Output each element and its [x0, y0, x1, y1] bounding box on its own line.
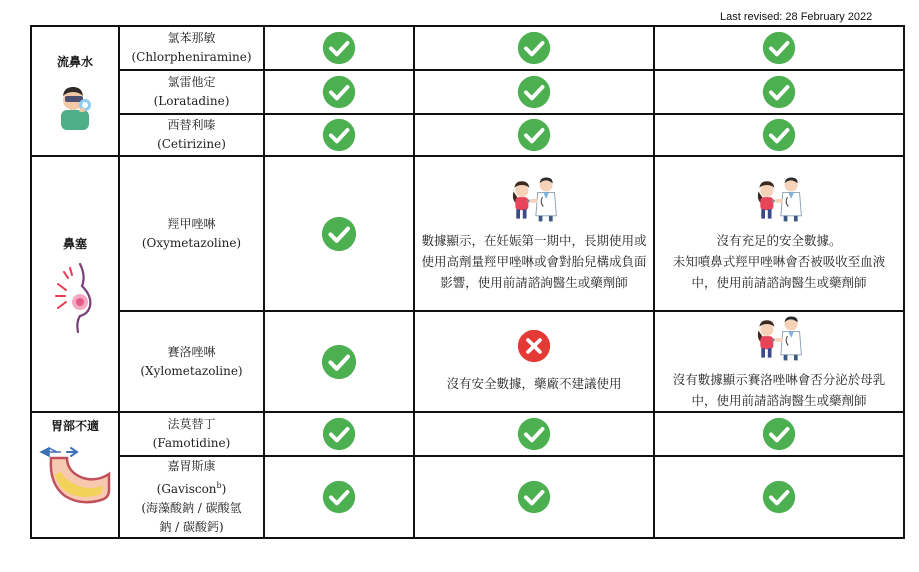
category-title: 流鼻水: [56, 54, 93, 69]
drug-name-en: (Chlorpheniramine): [131, 50, 252, 64]
breastfeeding-note-cell: [654, 156, 904, 311]
table-row: [31, 114, 904, 156]
note-line: 沒有充足的安全數據。: [716, 233, 842, 248]
drug-name-en: (Famotidine): [152, 436, 231, 450]
drug-name-zh: 賽洛唑啉: [167, 344, 216, 359]
category-cell-runny-nose: [31, 26, 119, 156]
drug-name-zh: 氯苯那敏: [167, 31, 216, 45]
check-circle-icon: [762, 31, 796, 65]
drug-name-zh: 氯雷他定: [167, 75, 216, 89]
runny-nose-person-icon: [55, 80, 95, 130]
drug-name-zh: 法莫替丁: [167, 417, 216, 431]
check-circle-icon: [762, 480, 796, 514]
drug-name-en: [120, 476, 263, 499]
check-circle-icon: [762, 75, 796, 109]
check-circle-icon: [321, 216, 357, 252]
medication-safety-table: [30, 25, 905, 539]
last-revised-date: Last revised: 28 February 2022: [720, 11, 873, 23]
table-row: [31, 311, 904, 412]
drug-name-en: (Oxymetazoline): [141, 235, 242, 250]
check-circle-icon: [762, 417, 796, 451]
blocked-nose-icon: [52, 262, 98, 334]
check-circle-icon: [517, 31, 551, 65]
drug-name-en-close: ): [221, 482, 227, 496]
drug-name-cell: [119, 114, 264, 156]
drug-name-en-text: (Gaviscon: [156, 482, 217, 496]
note-line: 使用高劑量羥甲唑啉或會對胎兒構成負面: [421, 254, 647, 269]
check-circle-icon: [322, 417, 356, 451]
drug-name-cell: [119, 26, 264, 70]
footnote-marker: b: [216, 481, 222, 490]
drug-name-cell: [119, 412, 264, 456]
check-circle-icon: [517, 480, 551, 514]
table-row: [31, 156, 904, 311]
drug-name-cell: [119, 456, 264, 538]
category-title: 鼻塞: [62, 236, 87, 251]
doctor-consult-icon: [506, 174, 562, 224]
pregnancy-note-cell: [414, 311, 654, 412]
note-line: 沒有安全數據，藥廠不建議使用: [446, 376, 622, 391]
check-circle-icon: [322, 480, 356, 514]
drug-name-en: (Cetirizine): [157, 137, 226, 151]
drug-name-en: (Xylometazoline): [140, 363, 243, 378]
drug-name-cell: [119, 156, 264, 311]
check-circle-icon: [322, 31, 356, 65]
note-line: 沒有數據顯示賽洛唑啉會否分泌於母乳: [672, 371, 886, 387]
drug-ingredients: 鈉 / 碳酸鈣): [159, 520, 224, 534]
check-circle-icon: [517, 417, 551, 451]
drug-name-cell: [119, 311, 264, 412]
note-line: 中，使用前請諮詢醫生或藥劑師: [691, 275, 867, 290]
table-row: [31, 456, 904, 538]
drug-name-zh: 西替利嗪: [167, 118, 216, 132]
table-row: [31, 26, 904, 70]
doctor-consult-icon: [751, 313, 807, 363]
drug-name-zh: 嘉胃斯康: [167, 459, 216, 473]
drug-name-en: (Loratadine): [153, 94, 230, 108]
note-line: 未知噴鼻式羥甲唑啉會否被吸收至血液: [672, 254, 886, 269]
check-circle-icon: [517, 75, 551, 109]
check-circle-icon: [762, 118, 796, 152]
note-line: 中，使用前請諮詢醫生或藥劑師: [691, 392, 867, 408]
check-circle-icon: [322, 118, 356, 152]
check-circle-icon: [517, 118, 551, 152]
table-row: [31, 412, 904, 456]
table-row: [31, 70, 904, 114]
stomach-reflux-icon: [37, 444, 113, 510]
note-line: 影響，使用前請諮詢醫生或藥劑師: [440, 275, 628, 290]
check-circle-icon: [322, 75, 356, 109]
pregnancy-note-cell: [414, 156, 654, 311]
cross-circle-icon: [517, 329, 551, 363]
drug-name-zh: 羥甲唑啉: [167, 216, 216, 231]
breastfeeding-note-cell: [654, 311, 904, 412]
note-line: 數據顯示，在妊娠第一期中，長期使用或: [421, 233, 647, 248]
drug-ingredients: (海藻酸鈉 / 碳酸氫: [141, 501, 242, 515]
check-circle-icon: [321, 344, 357, 380]
doctor-consult-icon: [751, 174, 807, 224]
drug-name-cell: [119, 70, 264, 114]
category-cell-nasal-congestion: [31, 156, 119, 412]
category-cell-stomach: [31, 412, 119, 538]
category-title: 胃部不適: [50, 419, 99, 433]
